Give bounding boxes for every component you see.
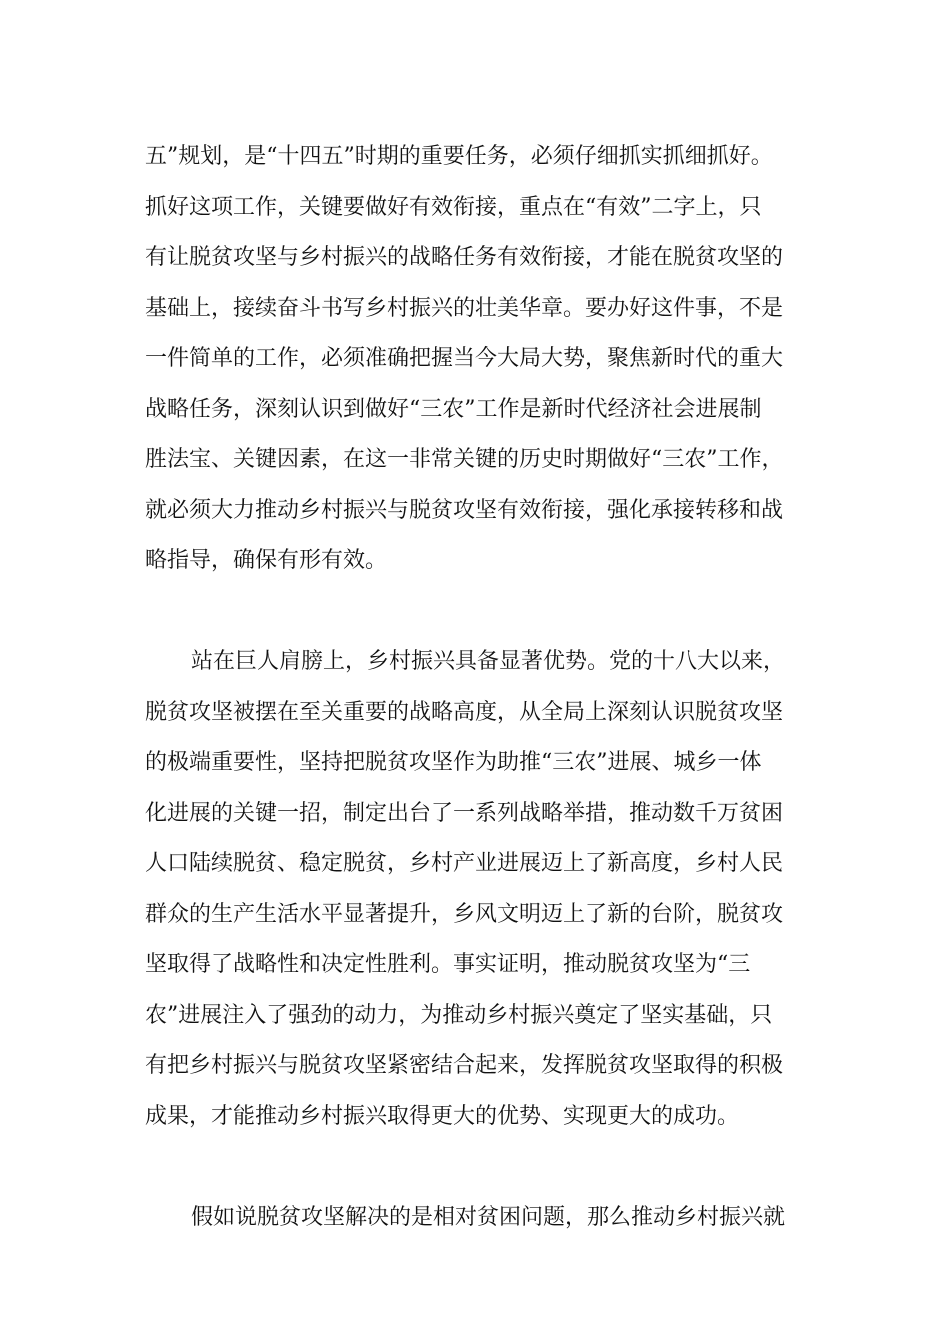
text-line: 人口陆续脱贫、稳定脱贫，乡村产业进展迈上了新高度，乡村人民 — [145, 851, 784, 876]
text-line: 的极端重要性，坚持把脱贫攻坚作为助推“三农”进展、城乡一体 — [145, 750, 762, 775]
paragraph-1 — [145, 132, 820, 587]
text-line: 坚取得了战略性和决定性胜利。事实证明，推动脱贫攻坚为“三 — [145, 952, 751, 977]
text-line: 一件简单的工作，必须准确把握当今大局大势，聚焦新时代的重大 — [145, 346, 784, 371]
text-line: 农”进展注入了强劲的动力，为推动乡村振兴奠定了坚实基础，只 — [145, 1002, 773, 1028]
paragraph-3 — [145, 1193, 820, 1244]
text-line: 战略任务，深刻认识到做好“三农”工作是新时代经济社会进展制 — [145, 396, 762, 422]
text-line: 略指导，确保有形有效。 — [145, 548, 388, 573]
paragraph-gap — [145, 587, 820, 638]
text-line: 成果，才能推动乡村振兴取得更大的优势、实现更大的成功。 — [145, 1103, 740, 1129]
text-line: 基础上，接续奋斗书写乡村振兴的壮美华章。要办好这件事，不是 — [145, 295, 784, 321]
paragraph-2 — [145, 637, 820, 1142]
text-line: 站在巨人肩膀上，乡村振兴具备显著优势。党的十八大以来， — [191, 649, 786, 674]
text-line: 有把乡村振兴与脱贫攻坚紧密结合起来，发挥脱贫攻坚取得的积极 — [145, 1053, 784, 1078]
text-line: 就必须大力推动乡村振兴与脱贫攻坚有效衔接，强化承接转移和战 — [145, 497, 784, 523]
text-line: 群众的生产生活水平显著提升，乡风文明迈上了新的台阶，脱贫攻 — [145, 901, 784, 927]
paragraph-gap — [145, 1142, 820, 1193]
text-line: 有让脱贫攻坚与乡村振兴的战略任务有效衔接，才能在脱贫攻坚的 — [145, 245, 784, 270]
text-line: 胜法宝、关键因素，在这一非常关键的历史时期做好“三农”工作， — [145, 447, 784, 472]
text-line: 假如说脱贫攻坚解决的是相对贫困问题，那么推动乡村振兴就 — [191, 1204, 786, 1230]
text-line: 化进展的关键一招，制定出台了一系列战略举措，推动数千万贫困 — [145, 800, 784, 826]
text-line: 抓好这项工作，关键要做好有效衔接，重点在“有效”二字上，只 — [145, 194, 762, 220]
text-line: 五”规划，是“十四五”时期的重要任务，必须仔细抓实抓细抓好。 — [145, 144, 773, 169]
text-line: 脱贫攻坚被摆在至关重要的战略高度，从全局上深刻认识脱贫攻坚 — [145, 699, 784, 725]
document-body — [145, 132, 820, 1243]
